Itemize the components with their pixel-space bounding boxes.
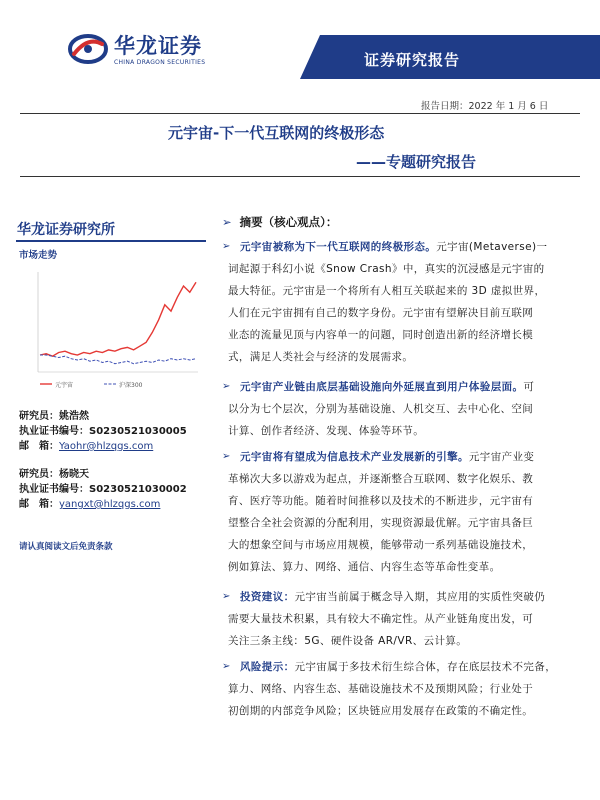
analyst-2-name: 研究员：杨晓天: [19, 469, 89, 480]
arrow-bullet-icon: ➢: [222, 451, 231, 462]
report-subtitle: ——专题研究报告: [356, 153, 477, 171]
institute-name: 华龙证券研究所: [17, 222, 115, 238]
divider: [20, 176, 580, 177]
bullet-key-point: 元宇宙产业链由底层基础设施向外延展直到用户体验层面。: [240, 381, 524, 393]
arrow-bullet-icon: ➢: [222, 241, 231, 252]
bullet-key-point: 元宇宙将有望成为信息技术产业发展新的引擎。: [240, 451, 469, 463]
dragon-logo-icon: [68, 30, 108, 68]
summary-bullet: ➢ 风险提示：元宇宙属于多技术衍生综合体，存在底层技术不完备， 算力、网络、内容生态、基础设施技术不及预期风险；行业处于 初创期的内部竞争风险；区块链应用发展存在政策的不确定性。: [228, 656, 580, 722]
bullet-key-point: 投资建议：: [240, 591, 295, 603]
company-logo: [68, 28, 218, 72]
arrow-bullet-icon: ➢: [222, 591, 231, 602]
report-date: 报告日期：2022 年 1 月 6 日: [421, 101, 549, 112]
series-line-metaverse: [40, 282, 196, 356]
logo-english-name: CHINA DRAGON SECURITIES: [114, 59, 206, 66]
market-trend-chart: [16, 262, 206, 392]
summary-bullet: ➢ 元宇宙被称为下一代互联网的终极形态。元宇宙(Metaverse)一 词起源于科幻小说《Snow Crash》中，真实的沉浸感是元宇宙的 最大特征。元宇宙是一个将所有人相互关联起来的 3D 虚拟世界， 人们在元宇宙拥有自己的数字身份。元宇宙有望解决目前互联网 业态的流量见顶与内容单一的问题，同时创造出新的经济增长模 式，满足人类社会与经济的发展需求。: [228, 236, 580, 368]
summary-heading: ➢ 摘要（核心观点）：: [222, 215, 338, 229]
market-trend-label: 市场走势: [19, 250, 58, 261]
analyst-2-email-row: 邮 箱：yangxt@hlzqgs.com: [19, 499, 161, 510]
summary-bullet: ➢ 元宇宙将有望成为信息技术产业发展新的引擎。元宇宙产业变 革梯次大多以游戏为起点，并逐渐整合互联网、数字化娱乐、教 育、医疗等功能。随着时间推移以及技术的不断进步，元宇宙有 望整合全社会资源的分配利用，实现资源最优解。元宇宙具备巨 大的想象空间与市场应用规模，能够带动一系列基础设施技术， 例如算法、算力、网络、通信、内容生态等革命性变革。: [228, 446, 580, 578]
analyst-2-cert: 执业证书编号：S0230521030002: [19, 484, 187, 495]
report-type-title: 证券研究报告: [364, 51, 461, 69]
analyst-1-name: 研究员：姚浩然: [19, 411, 89, 422]
divider: [20, 113, 580, 114]
arrow-bullet-icon: ➢: [222, 215, 232, 229]
disclaimer-note: 请认真阅读文后免责条款: [19, 542, 113, 552]
analyst-1-cert: 执业证书编号：S0230521030005: [19, 426, 187, 437]
arrow-bullet-icon: ➢: [222, 661, 231, 672]
divider: [16, 240, 206, 242]
bullet-key-point: 元宇宙被称为下一代互联网的终极形态。: [240, 241, 437, 253]
report-header: [0, 0, 600, 88]
legend-label-hs300: 沪深300: [119, 382, 143, 389]
summary-bullet: ➢ 投资建议：元宇宙当前属于概念导入期，其应用的实质性突破仍 需要大量技术积累，具有较大不确定性。从产业链角度出发，可 关注三条主线：5G、硬件设备 AR/VR、云计算。: [228, 586, 580, 652]
logo-chinese-name: 华龙证券: [114, 34, 202, 58]
analyst-1-email-link[interactable]: Yaohr@hlzqgs.com: [59, 441, 154, 452]
summary-bullet: ➢ 元宇宙产业链由底层基础设施向外延展直到用户体验层面。可 以分为七个层次，分别为基础设施、人机交互、去中心化、空间 计算、创作者经济、发现、体验等环节。: [228, 376, 580, 442]
analyst-2-email-link[interactable]: yangxt@hlzqgs.com: [59, 499, 161, 510]
report-title: 元宇宙-下一代互联网的终极形态: [168, 124, 385, 142]
legend-label-metaverse: 元宇宙: [55, 382, 74, 389]
analyst-1-email-row: 邮 箱：Yaohr@hlzqgs.com: [19, 441, 154, 452]
arrow-bullet-icon: ➢: [222, 381, 231, 392]
bullet-key-point: 风险提示：: [240, 661, 295, 673]
series-line-hs300: [40, 355, 196, 364]
